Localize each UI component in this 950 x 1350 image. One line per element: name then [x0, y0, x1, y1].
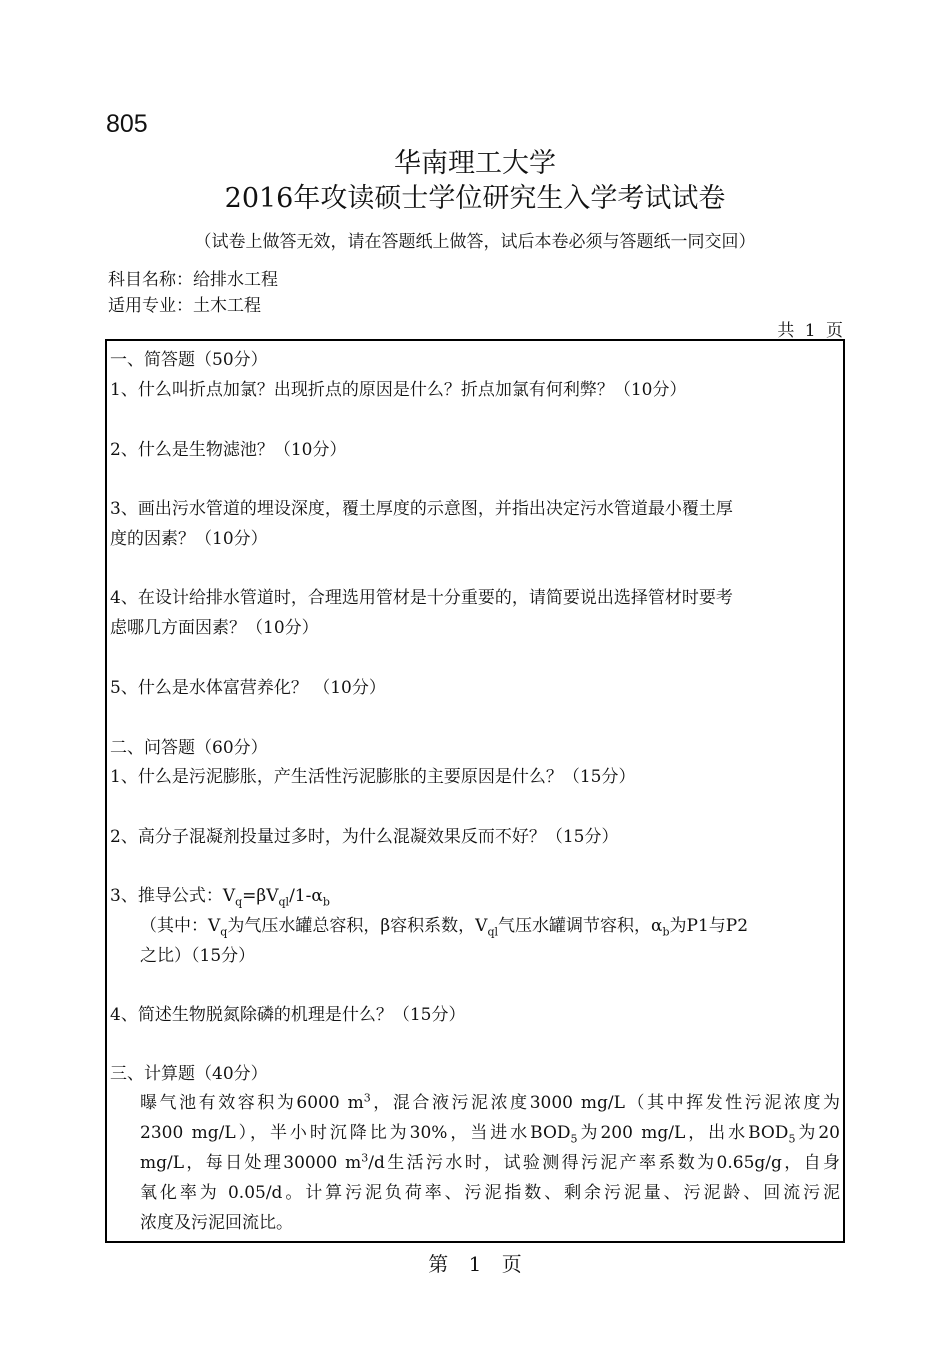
answer-notice: （试卷上做答无效，请在答题纸上做答，试后本卷必须与答题纸一同交回）: [194, 232, 756, 252]
s1-question-2: 2、什么是生物滤池？（10分）: [110, 440, 347, 460]
exam-code: 805: [106, 110, 148, 138]
s2-question-1: 1、什么是污泥膨胀，产生活性污泥膨胀的主要原因是什么？（15分）: [110, 767, 636, 787]
subject-name: 科目名称：给排水工程: [108, 270, 278, 290]
s3-problem-line1: 曝气池有效容积为6000 $m^3$，混合液污泥浓度3000 mg/L（其中挥发性污泥浓度为: [140, 1091, 840, 1113]
s1-question-3-line2: 度的因素？（10分）: [110, 529, 268, 549]
s3-problem-line5: 浓度及污泥回流比。: [140, 1213, 293, 1233]
s2-question-3-formula: 3、推导公式：$V_q=\beta V_{ql}/1-\alpha_b$: [110, 886, 330, 909]
applicable-major: 适用专业：土木工程: [108, 296, 261, 316]
s1-question-4-line2: 虑哪几方面因素？（10分）: [110, 618, 319, 638]
section1-heading: 一、简答题（50分）: [110, 350, 268, 370]
university-name: 华南理工大学: [394, 148, 556, 179]
section2-heading: 二、问答题（60分）: [110, 738, 268, 758]
s3-problem-line4: 氧化率为 0.05/d。计算污泥负荷率、污泥指数、剩余污泥量、污泥龄、回流污泥: [140, 1183, 840, 1203]
page-number: 第 1 页: [428, 1252, 522, 1276]
s3-problem-line2: 2300 mg/L），半小时沉降比为30%，当进水$BOD_5$为200 mg/L，出水$BOD_5$为20: [140, 1123, 840, 1146]
s1-question-1: 1、什么叫折点加氯？出现折点的原因是什么？折点加氯有何利弊？（10分）: [110, 380, 687, 400]
s3-problem-line3: mg/L，每日处理30000 $m^3/d$生活污水时，试验测得污泥产率系数为0.65g/g，自身: [140, 1151, 841, 1173]
s2-question-3-note: （其中：$V_q$为气压水罐总容积，β容积系数，$V_{ql}$气压水罐调节容积，$\alpha_b$为P1与P2: [140, 916, 749, 939]
question-box: [105, 339, 845, 1243]
s1-question-4-line1: 4、在设计给排水管道时，合理选用管材是十分重要的，请简要说出选择管材时要考: [110, 588, 733, 608]
s2-question-4: 4、简述生物脱氮除磷的机理是什么？（15分）: [110, 1005, 466, 1025]
s2-question-3-note-line2: 之比）（15分）: [140, 946, 256, 966]
s2-question-2: 2、高分子混凝剂投量过多时，为什么混凝效果反而不好？（15分）: [110, 827, 619, 847]
section3-heading: 三、计算题（40分）: [110, 1064, 268, 1084]
s1-question-5: 5、什么是水体富营养化？ （10分）: [110, 678, 386, 698]
s1-question-3-line1: 3、画出污水管道的埋设深度，覆土厚度的示意图，并指出决定污水管道最小覆土厚: [110, 499, 733, 519]
exam-title: 2016年攻读硕士学位研究生入学考试试卷: [224, 183, 726, 214]
total-pages: 共 1 页: [777, 321, 843, 341]
